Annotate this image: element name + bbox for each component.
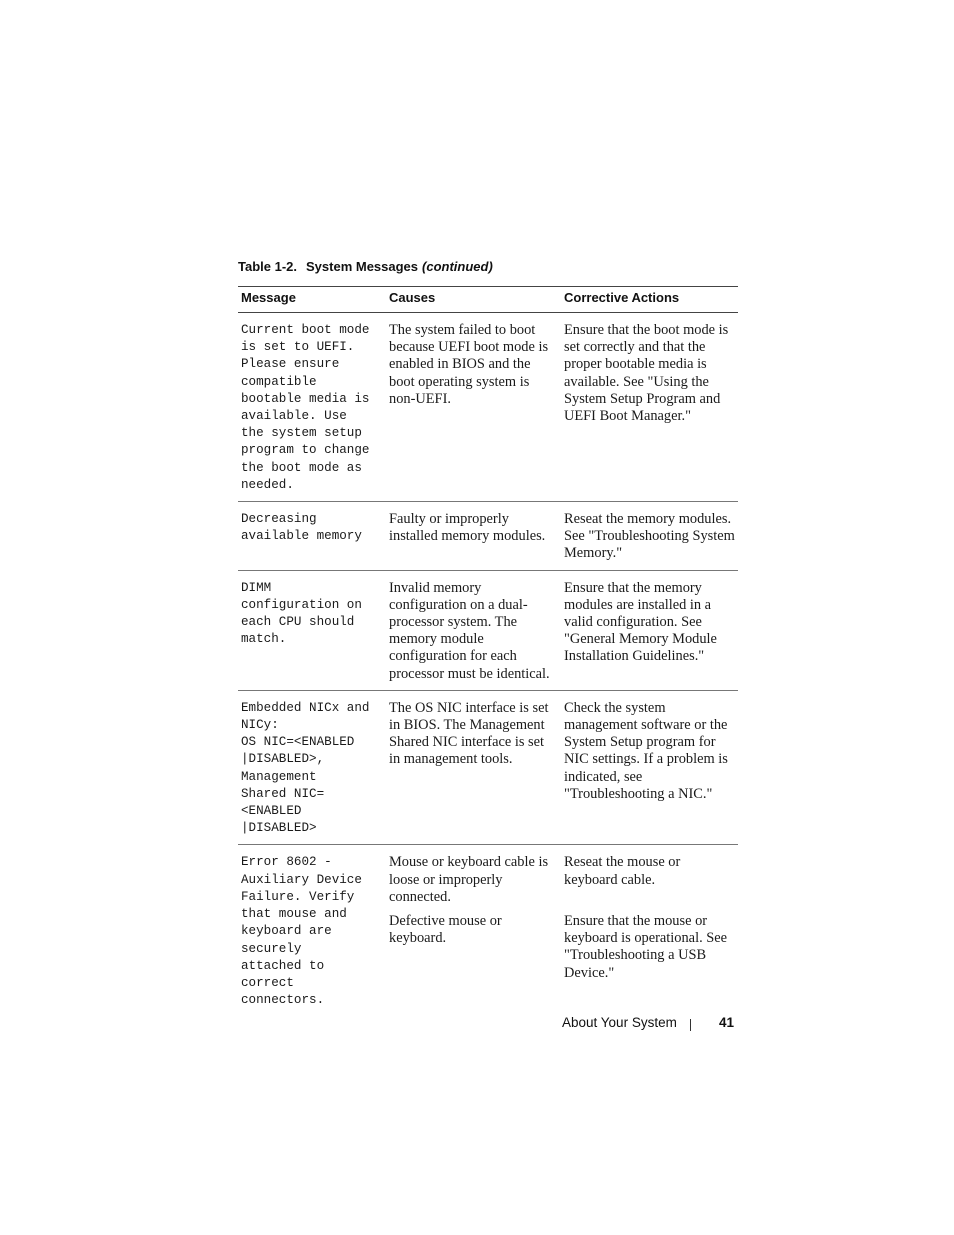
actions-cell (561, 313, 738, 502)
table-row (238, 502, 738, 571)
table-caption (238, 259, 493, 274)
message-cell: Embedded NICx and NICy: OS NIC=<ENABLED |DISABLED>, Management Shared NIC= <ENABLED |DISABLED> (238, 690, 386, 845)
message-cell: DIMM configuration on each CPU should match. (238, 570, 386, 690)
table-title: System Messages (306, 259, 419, 274)
causes-cell (386, 690, 561, 845)
causes-cell (386, 502, 561, 571)
action-text: Check the system management software or the System Setup program for NIC settings. If a problem is indicated, see "Troubleshooting a NIC." (564, 699, 728, 802)
message-cell: Decreasing available memory (238, 502, 386, 571)
action-text: Ensure that the boot mode is set correctly and that the proper bootable media is available. See "Using the System Setup Program and UEFI Boot Manager." (564, 322, 729, 425)
cause-text: Faulty or improperly installed memory modules. (389, 511, 546, 545)
message-cell: Error 8602 - Auxiliary Device Failure. Verify that mouse and keyboard are securely attached to correct connectors. (241, 855, 362, 1008)
table-row (238, 570, 738, 690)
action-text: Reseat the memory modules. See "Troubleshooting System Memory." (564, 511, 735, 562)
message-cell: Current boot mode is set to UEFI. Please ensure compatible bootable media is available. Use the system setup program to change the boot mode as needed. (238, 313, 386, 502)
system-messages-table (238, 286, 738, 1016)
footer-divider (690, 1019, 691, 1031)
table-row (238, 690, 738, 845)
table-header-row (238, 287, 738, 313)
footer-section-title: About Your System (562, 1015, 677, 1030)
cause-text: Defective mouse or keyboard. (389, 913, 502, 947)
action-text: Ensure that the memory modules are installed in a valid configuration. See "General Memory Module Installation Guidelines." (564, 579, 717, 665)
table-number: Table 1-2. (238, 259, 298, 274)
action-text: Reseat the mouse or keyboard cable. (564, 854, 681, 888)
cause-text: The system failed to boot because UEFI boot mode is enabled in BIOS and the boot operating system is non-UEFI. (389, 322, 549, 407)
page-number: 41 (718, 1015, 734, 1030)
causes-cell (386, 845, 561, 1016)
cause-text: Mouse or keyboard cable is loose or improperly connected. (389, 854, 549, 905)
actions-cell (561, 502, 738, 571)
actions-cell (561, 845, 738, 1016)
page-footer (562, 1015, 734, 1035)
table-row (238, 313, 738, 502)
actions-cell (561, 570, 738, 690)
header-corrective-actions: Corrective Actions (561, 287, 738, 313)
table-continued-label: (continued) (422, 259, 493, 274)
causes-cell (386, 313, 561, 502)
action-text: Ensure that the mouse or keyboard is operational. See "Troubleshooting a USB Device." (564, 912, 728, 981)
actions-cell (561, 690, 738, 845)
cause-text: The OS NIC interface is set in BIOS. The Management Shared NIC interface is set in management tools. (389, 699, 549, 768)
header-causes: Causes (386, 287, 561, 313)
causes-cell (386, 570, 561, 690)
cause-text: Invalid memory configuration on a dual-processor system. The memory module configuration for each processor must be identical. (389, 579, 550, 682)
table-row (238, 845, 738, 1016)
header-message: Message (238, 287, 386, 313)
